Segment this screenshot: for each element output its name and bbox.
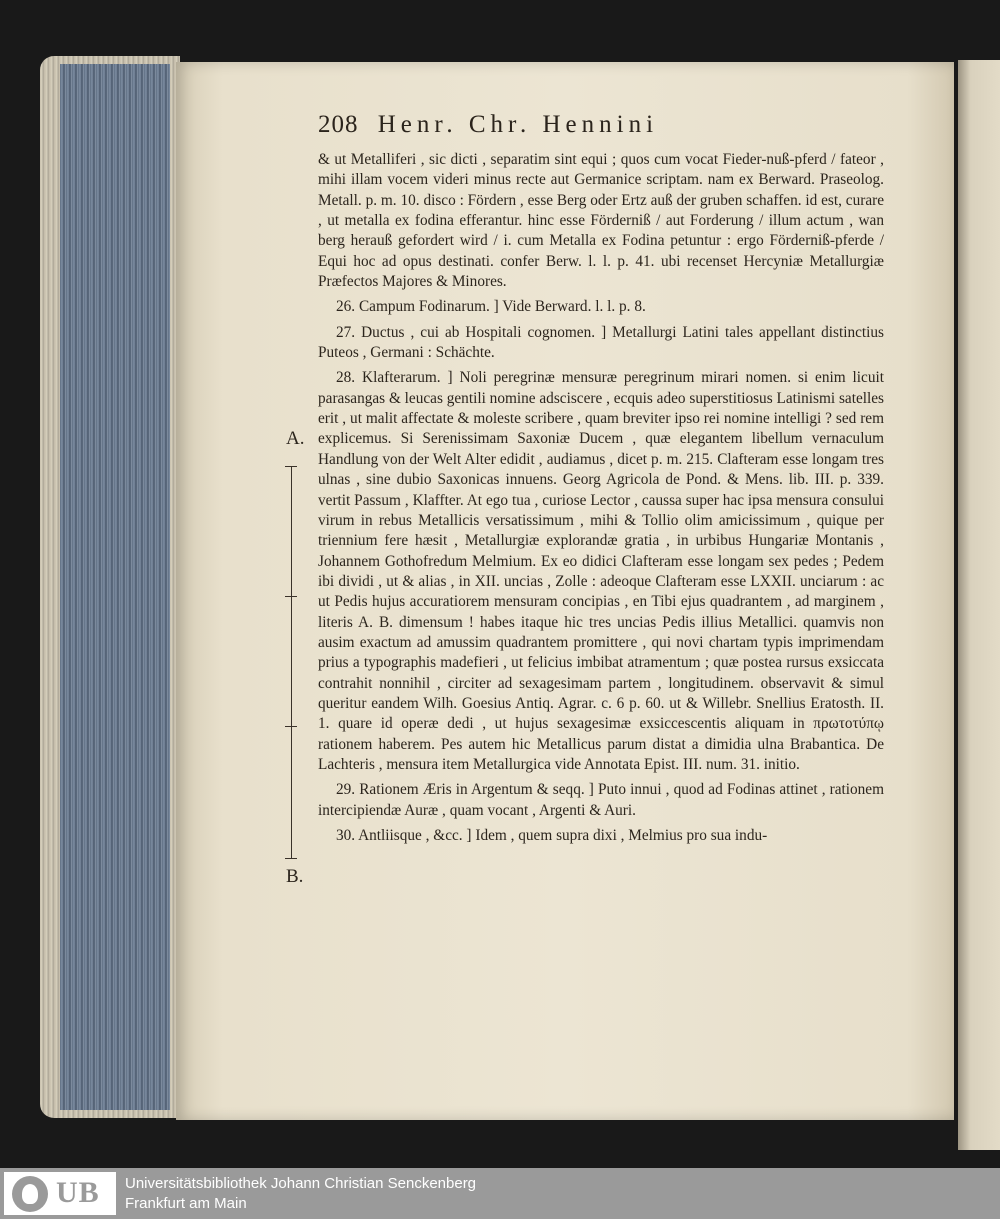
library-name: Universitätsbibliothek Johann Christian Senckenberg — [125, 1175, 477, 1192]
page-number: 208 — [318, 111, 359, 138]
ub-logo-text: UB — [56, 1176, 100, 1209]
facing-page-edge — [958, 60, 1000, 1150]
scale-tick-bottom — [285, 858, 297, 859]
ub-logo[interactable] — [4, 1172, 116, 1215]
margin-label-a: A. — [286, 428, 305, 449]
scale-tick-top — [285, 466, 297, 467]
paragraph-29: 29. Rationem Æris in Argentum & seqq. ] Puto innui , quod ad Fodinas attinet , rationem intercipiendæ Auræ , quam vocant , Argenti & Auri. — [318, 781, 884, 819]
margin-scale-line — [291, 466, 292, 858]
running-head-title: Henr. Chr. Hennini — [377, 111, 659, 138]
scale-tick-lower — [285, 726, 297, 727]
paragraph-27: 27. Ductus , cui ab Hospitali cognomen. ] Metallurgi Latini tales appellant distinctius Puteos , Germani : Schächte. — [318, 323, 884, 362]
page-text — [318, 150, 884, 846]
margin-label-b: B. — [286, 866, 304, 887]
paragraph-continuation: & ut Metalliferi , sic dicti , separatim sint equi ; quos cum vocat Fieder-nuß-pferd / fateor , mihi illam vocem videri minus recte aut Germanice scriptam. nam ex Berward. Praseolog. Metall. p. m. 10. disco : Fördern , esse Berg oder Ertz auß der gruben schaffen. id est, curare , ut metalla ex fodina efferantur. hinc esse Förderniß / aut Forderung / illum actum , wan berg herauß gefordert wird / i. cum Metalla ex Fodina petuntur : ergo Förderniß-pferde / Equi hoc ad opus destinati. confer Berw. l. l. p. 41. ubi recenset Hercyniæ Metallurgiæ Præfectos Majores & Minores. — [318, 151, 884, 291]
book-page-edges — [60, 64, 170, 1110]
running-head — [318, 111, 658, 139]
library-city: Frankfurt am Main — [125, 1195, 247, 1212]
library-footer — [0, 1168, 1000, 1219]
ub-seal-icon — [12, 1176, 48, 1212]
scale-tick-upper — [285, 596, 297, 597]
paragraph-28: 28. Klafterarum. ] Noli peregrinæ mensuræ peregrinum mirari nomen. si enim licuit parasangas & leucas gentili nomine adsciscere , ecquis adeo superstitiosus Latinismi satelles erit , ut malit affectate & moleste scribere , quam breviter ipso rei nomine intelligi ? sed rem explicemus. Si Serenissimam Saxoniæ Ducem , quæ elegantem libellum vernaculum Handlung von der Welt Alter edidit , audiamus , dicet p. m. 215. Clafteram esse longam tres ulnas , sine dubio Saxonicas innuens. Georg Agricola de Pond. & Mens. lib. III. p. 339. vertit Passum , Klaffter. At ego tua , curiose Lector , caussa super hac ipsa mensura consului virum in rebus Metallicis versatissimum , mihi & Tollio olim amicissimum , quique per triennium fere hæsit , Metallurgiæ explorandæ gratia , in urbibus Hungariæ Montanis , Johannem Gothofredum Melmium. Ex eo didici Clafteram esse longam sex pedes ; Pedem ibi dividi , ut & alias , in XII. uncias , Zolle : adeoque Clafteram esse LXXII. unciarum : ac ut Pedis hujus accuratiorem mensuram concipias , en Tibi ejus quadrantem , ad marginem , literis A. B. dimensum ! habes itaque hic tres uncias Pedis illius Metallici. quamvis non ausim exactum ad amussim quadrantem promittere , qui novi chartam typis imprimendam prius a typographis madefieri , ut felicius imbibat atramentum ; quæ postea rursus exsiccata contrahit nonnihil , circiter ad sexagesimam partem , longitudinem. observavit & simul queritur eandem Wilh. Goesius Antiq. Agrar. c. 6 p. 60. ut & Willebr. Snellius Eratosth. II. 1. quare id operæ dedi , ut hujus sexagesimæ exsiccescentis aliquam in πρωτοτύπῳ rationem haberem. Pes autem hic Metallicus parum distat a dimidia ulna Brabantica. De Lachteris , mensura item Metallurgica vide Annotata Epist. III. num. 31. initio. — [318, 369, 884, 773]
paragraph-30: 30. Antliisque , &cc. ] Idem , quem supra dixi , Melmius pro sua indu- — [336, 827, 768, 844]
paragraph-26: 26. Campum Fodinarum. ] Vide Berward. l. l. p. 8. — [336, 298, 646, 316]
